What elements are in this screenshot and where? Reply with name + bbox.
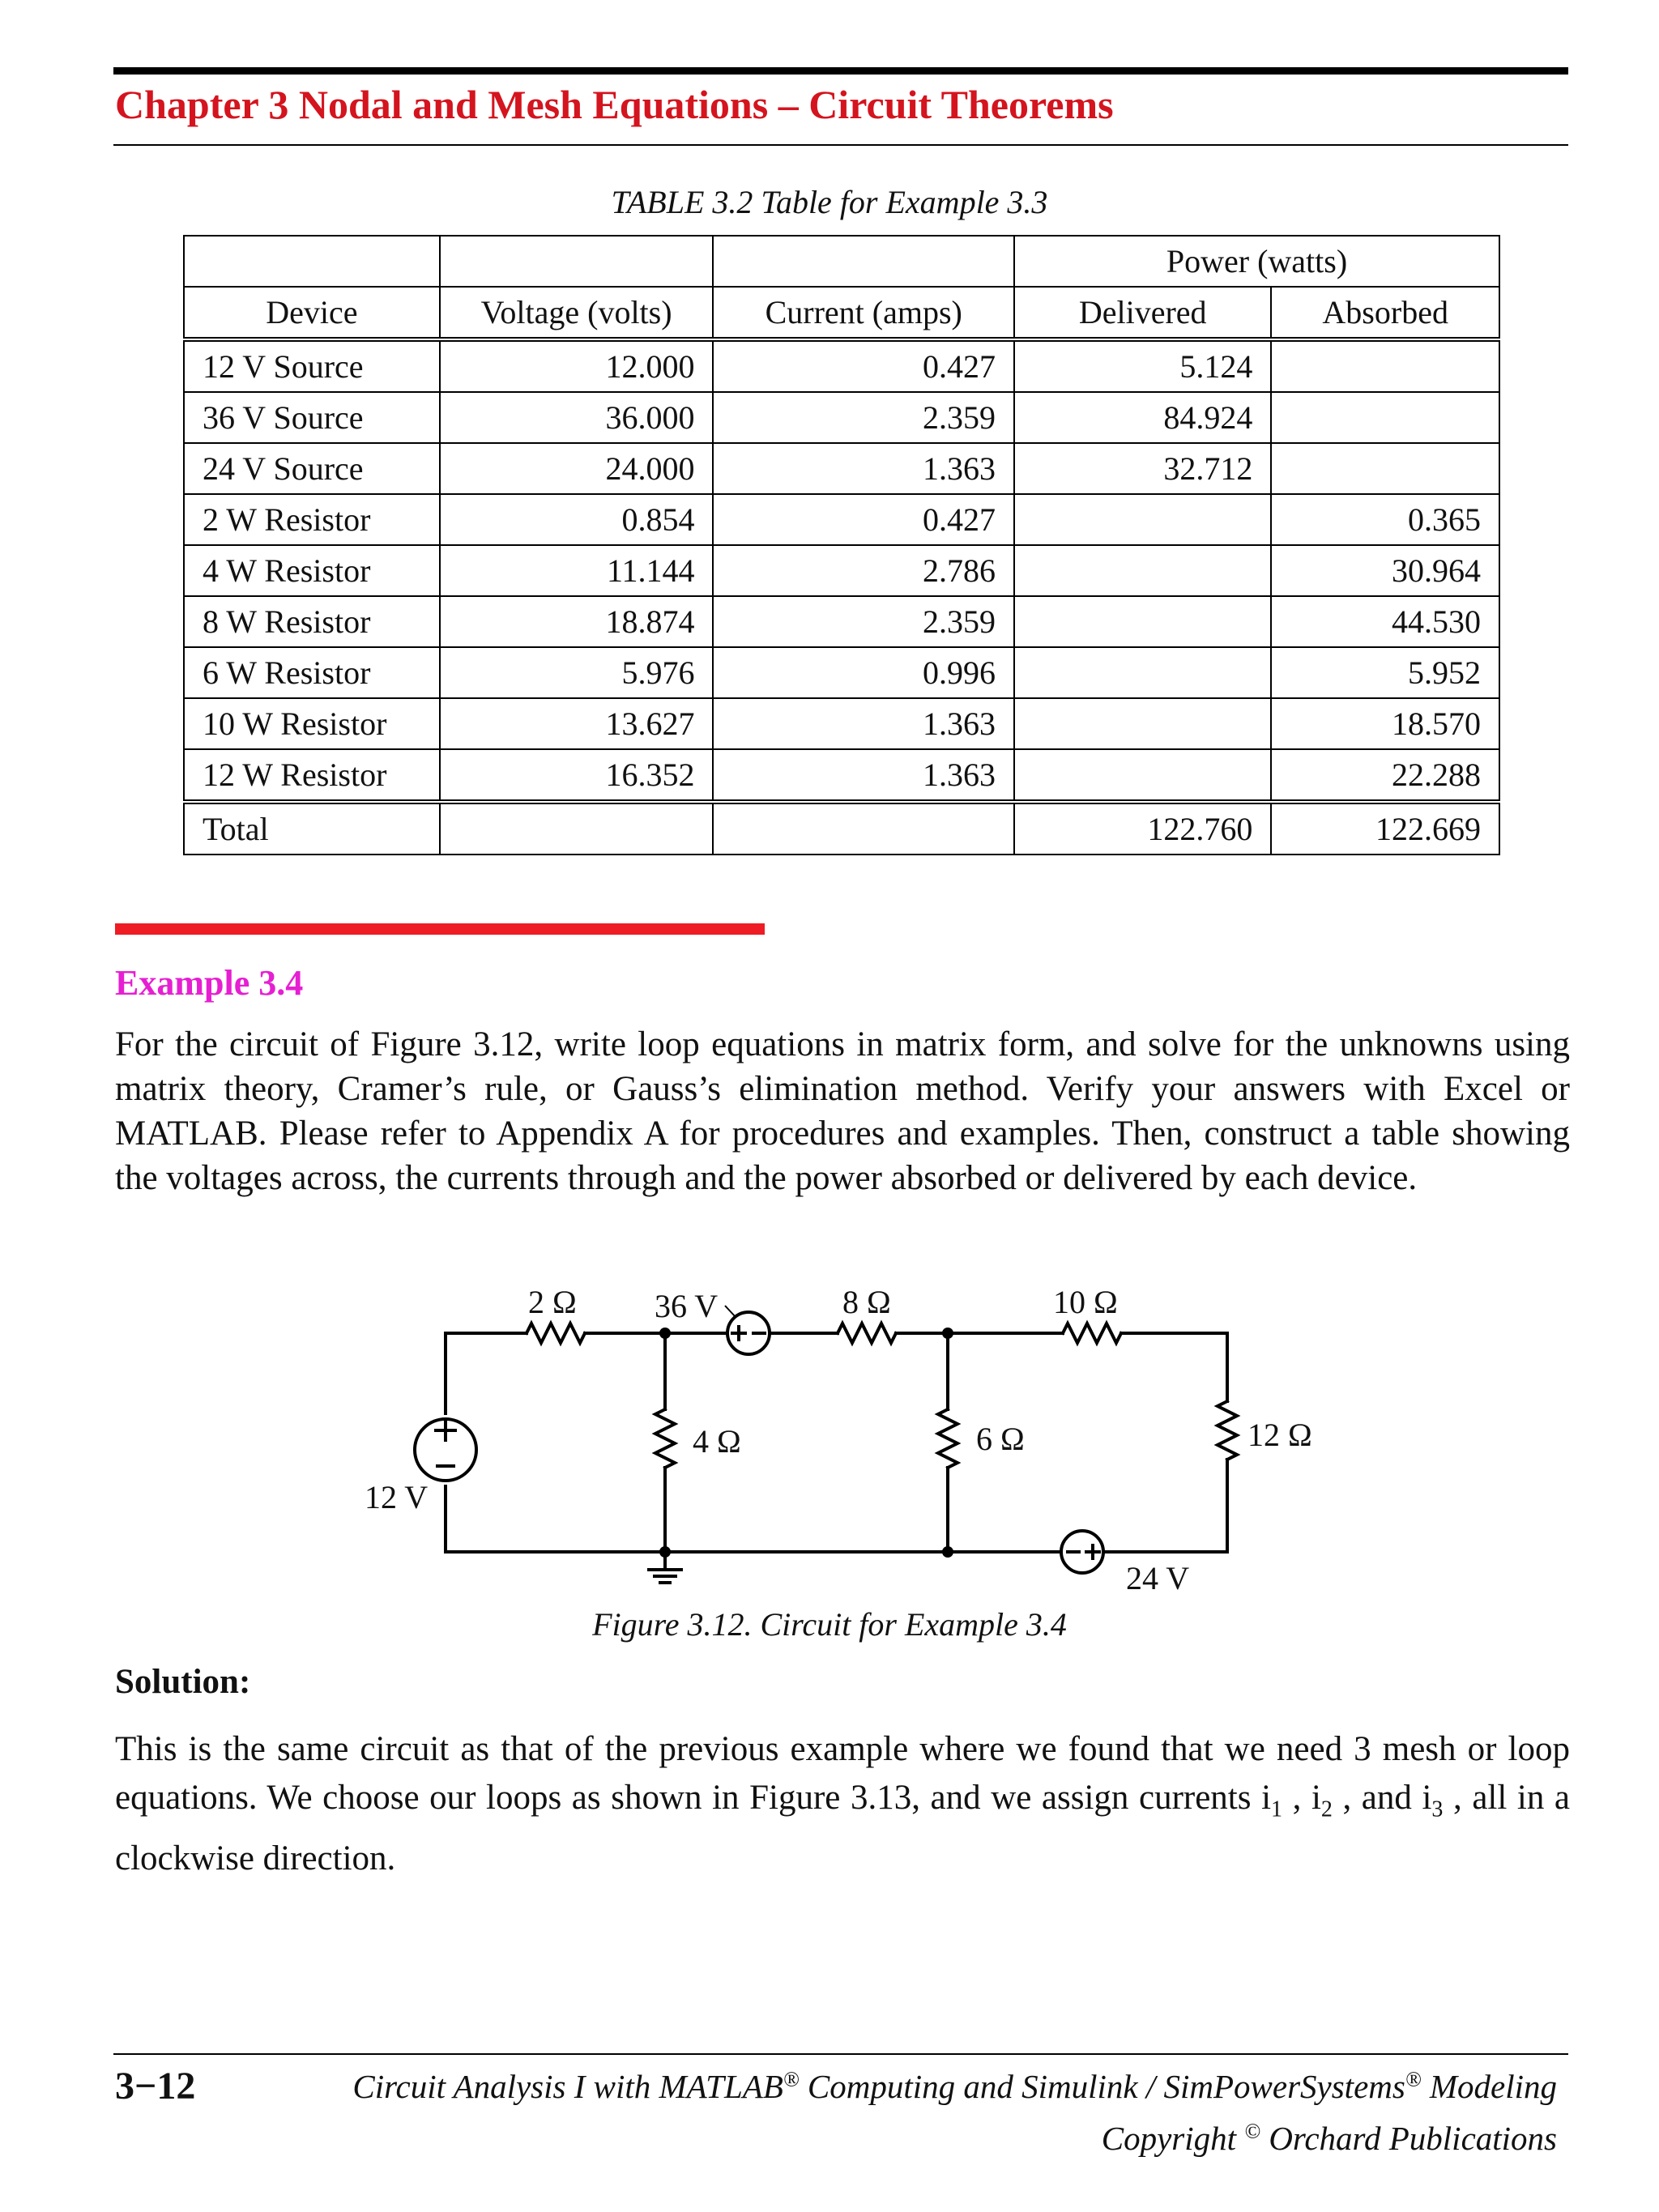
table-row: 10 W Resistor 13.627 1.363 18.570 (184, 698, 1499, 749)
page-number: 3−12 (115, 2065, 196, 2108)
label-10ohm: 10 Ω (1053, 1284, 1118, 1320)
example-text: For the circuit of Figure 3.12, write loop equations in matrix form, and solve for the unknowns using matrix theory, Cramer’s rule, or Gauss’s elimination method. Verify your answers with Excel or MATLAB. Please refer to Appendix A for procedures and examples. Then, construct a table showing the voltages across, the currents through and the power absorbed or delivered by each device. (115, 1025, 1570, 1197)
resistor-6ohm (938, 1409, 957, 1468)
col-header-voltage: Voltage (volts) (440, 287, 714, 339)
circuit-diagram (0, 1264, 1659, 1604)
table-row: 12 V Source 12.000 0.427 5.124 (184, 339, 1499, 392)
label-12ohm: 12 Ω (1247, 1417, 1312, 1453)
solution-text: This is the same circuit as that of the previous example where we found that we need 3 mesh or loop equations. We choose our loops as shown in Figure 3.13, and we assign currents $i_1$ , $i_2$ , and $i_3$ , all in a clockwise direction. (115, 1730, 1571, 1877)
results-table (183, 235, 1500, 855)
table-row: 2 W Resistor 0.854 0.427 0.365 (184, 494, 1499, 545)
table-total-row: Total 122.760 122.669 (184, 802, 1499, 855)
label-4ohm: 4 Ω (693, 1423, 741, 1460)
resistor-8ohm (838, 1323, 896, 1343)
top-rule (113, 67, 1568, 75)
resistor-4ohm (655, 1409, 675, 1468)
table-row: 24 V Source 24.000 1.363 32.712 (184, 443, 1499, 494)
label-36v: 36 V (655, 1288, 719, 1324)
header-rule (113, 144, 1568, 146)
table-header-row-2 (184, 287, 1499, 339)
label-8ohm: 8 Ω (842, 1284, 891, 1320)
table-row: 6 W Resistor 5.976 0.996 5.952 (184, 647, 1499, 698)
label-6ohm: 6 Ω (976, 1421, 1025, 1457)
col-header-device: Device (184, 287, 440, 339)
resistor-2ohm (527, 1323, 585, 1343)
book-title: Circuit Analysis I with MATLAB® Computing and Simulink / SimPowerSystems® Modeling (352, 2067, 1557, 2105)
table-header-row-1 (184, 236, 1499, 287)
section-divider-bar (115, 923, 765, 935)
label-2ohm: 2 Ω (528, 1284, 577, 1320)
label-24v: 24 V (1126, 1560, 1190, 1596)
label-12v: 12 V (365, 1479, 429, 1515)
power-group-header: Power (watts) (1014, 236, 1499, 287)
col-header-absorbed: Absorbed (1271, 287, 1499, 339)
table-caption: TABLE 3.2 Table for Example 3.3 (611, 184, 1048, 220)
copyright-line: Copyright © Orchard Publications (1101, 2119, 1557, 2157)
solution-heading: Solution: (115, 1663, 251, 1701)
figure-caption: Figure 3.12. Circuit for Example 3.4 (592, 1606, 1067, 1643)
resistor-10ohm (1063, 1323, 1121, 1343)
col-header-current: Current (amps) (713, 287, 1014, 339)
table-row: 36 V Source 36.000 2.359 84.924 (184, 392, 1499, 443)
footer-rule (113, 2053, 1568, 2055)
example-title: Example 3.4 (115, 963, 304, 1003)
resistor-12ohm (1218, 1401, 1237, 1460)
col-header-delivered: Delivered (1014, 287, 1271, 339)
table-row: 12 W Resistor 16.352 1.363 22.288 (184, 749, 1499, 802)
chapter-title: Chapter 3 Nodal and Mesh Equations – Circuit Theorems (115, 82, 1114, 127)
table-row: 8 W Resistor 18.874 2.359 44.530 (184, 596, 1499, 647)
table-row: 4 W Resistor 11.144 2.786 30.964 (184, 545, 1499, 596)
